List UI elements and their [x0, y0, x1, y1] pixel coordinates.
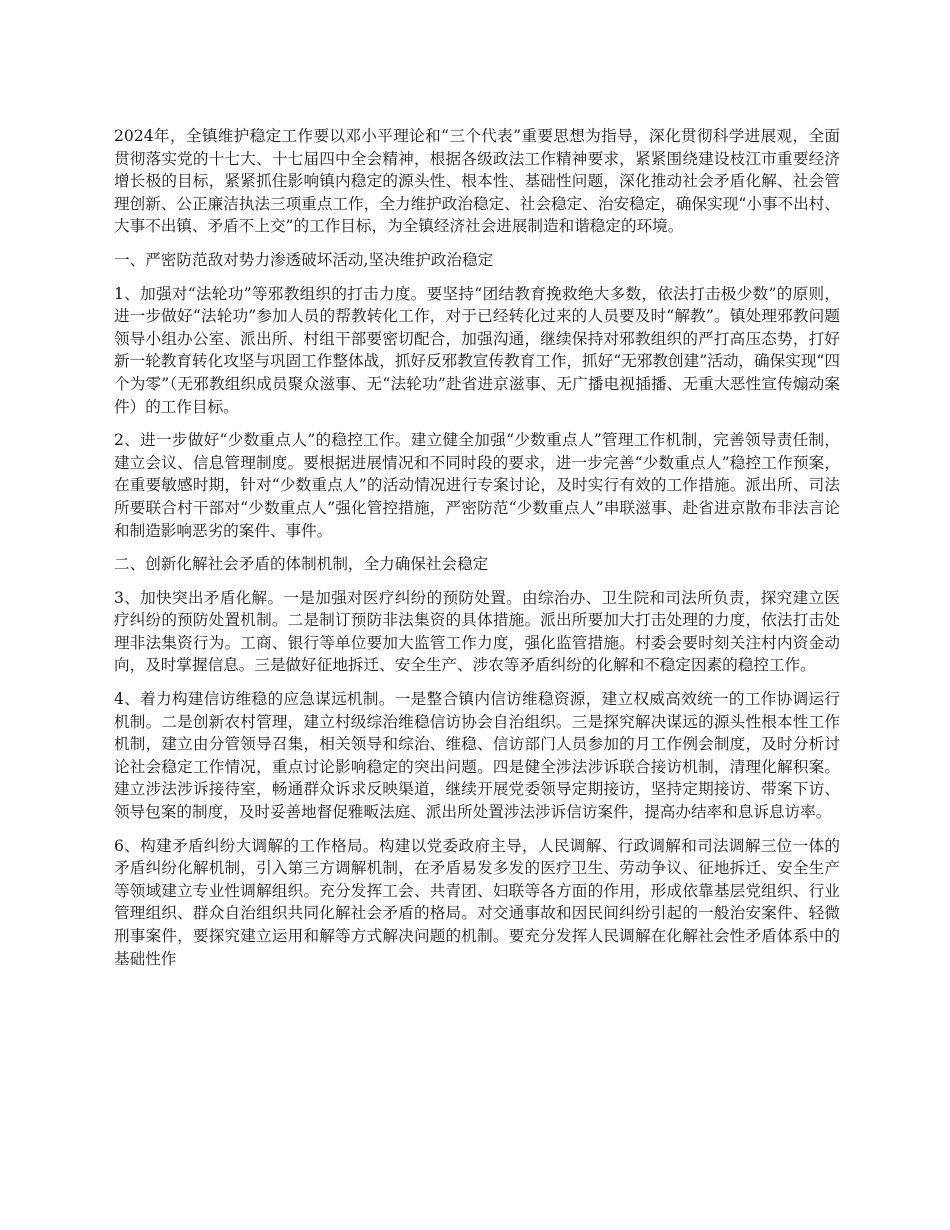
- section-heading-1: 一、严密防范敌对势力渗透破坏活动,坚决维护政治稳定: [114, 250, 494, 269]
- paragraph-4: 4、着力构建信访维稳的应急谋远机制。一是整合镇内信访维稳资源，建立权威高效统一的工作协调运行机制。二是创新农村管理，建立村级综治维稳信访协会自治组织。三是探究解决谋远的源头性根本性工作机制，建立由分管领导召集，相关领导和综治、维稳、信访部门人员参加的月工作例会制度，及时分析讨论社会稳定工作情况，重点讨论影响稳定的突出问题。四是健全涉法涉诉联合接访机制，清理化解积案。建立涉法涉诉接待室，畅通群众诉求反映渠道，继续开展党委领导定期接访，坚持定期接访、带案下访、领导包案的制度，及时妥善地督促雅畈法庭、派出所处置涉法涉诉信访案件，提高办结率和息诉息访率。: [114, 690, 840, 822]
- document-page: [114, 125, 840, 981]
- paragraph-6: 6、构建矛盾纠纷大调解的工作格局。构建以党委政府主导，人民调解、行政调解和司法调解三位一体的矛盾纠纷化解机制，引入第三方调解机制，在矛盾易发多发的医疗卫生、劳动争议、征地拆迁、安全生产等领域建立专业性调解组织。充分发挥工会、共青团、妇联等各方面的作用，形成依靠基层党组织、行业管理组织、群众自治组织共同化解社会矛盾的格局。对交通事故和因民间纠纷引起的一般治安案件、轻微刑事案件，要探究建立运用和解等方式解决问题的机制。要充分发挥人民调解在化解社会性矛盾体系中的基础性作: [114, 836, 840, 968]
- paragraph-2: 2、进一步做好“少数重点人”的稳控工作。建立健全加强“少数重点人”管理工作机制，完善领导责任制，建立会议、信息管理制度。要根据进展情况和不同时段的要求，进一步完善“少数重点人”稳控工作预案，在重要敏感时期，针对“少数重点人”的活动情况进行专案讨论，及时实行有效的工作措施。派出所、司法所要联合村干部对“少数重点人”强化管控措施，严密防范“少数重点人”串联滋事、赴省进京散布非法言论和制造影响恶劣的案件、事件。: [114, 431, 840, 540]
- paragraph-1: 1、加强对“法轮功”等邪教组织的打击力度。要坚持“团结教育挽救绝大多数，依法打击极少数”的原则，进一步做好“法轮功”参加人员的帮教转化工作，对于已经转化过来的人员要及时“解教”。镇处理邪教问题领导小组办公室、派出所、村组干部要密切配合，加强沟通，继续保持对邪教组织的严打高压态势，打好新一轮教育转化攻坚与巩固工作整体战，抓好反邪教宣传教育工作，抓好“无邪教创建”活动，确保实现“四个为零”（无邪教组织成员聚众滋事、无“法轮功”赴省进京滋事、无广播电视插播、无重大恶性宣传煽动案件）的工作目标。: [114, 284, 840, 416]
- intro-paragraph: 2024年，全镇维护稳定工作要以邓小平理论和“三个代表”重要思想为指导，深化贯彻科学进展观，全面贯彻落实党的十七大、十七届四中全会精神，根据各级政法工作精神要求，紧紧围绕建设枝江市重要经济增长极的目标，紧紧抓住影响镇内稳定的源头性、根本性、基础性问题，深化推动社会矛盾化解、社会管理创新、公正廉洁执法三项重点工作，全力维护政治稳定、社会稳定、治安稳定，确保实现“小事不出村、大事不出镇、矛盾不上交”的工作目标，为全镇经济社会进展制造和谐稳定的环境。: [114, 127, 840, 236]
- section-heading-2: 二、创新化解社会矛盾的体制机制，全力确保社会稳定: [114, 555, 489, 574]
- paragraph-3: 3、加快突出矛盾化解。一是加强对医疗纠纷的预防处置。由综治办、卫生院和司法所负责，探究建立医疗纠纷的预防处置机制。二是制订预防非法集资的具体措施。派出所要加大打击处理的力度，依法打击处理非法集资行为。工商、银行等单位要加大监管工作力度，强化监管措施。村委会要时刻关注村内资金动向，及时掌握信息。三是做好征地拆迁、安全生产、涉农等矛盾纠纷的化解和不稳定因素的稳控工作。: [114, 588, 840, 675]
